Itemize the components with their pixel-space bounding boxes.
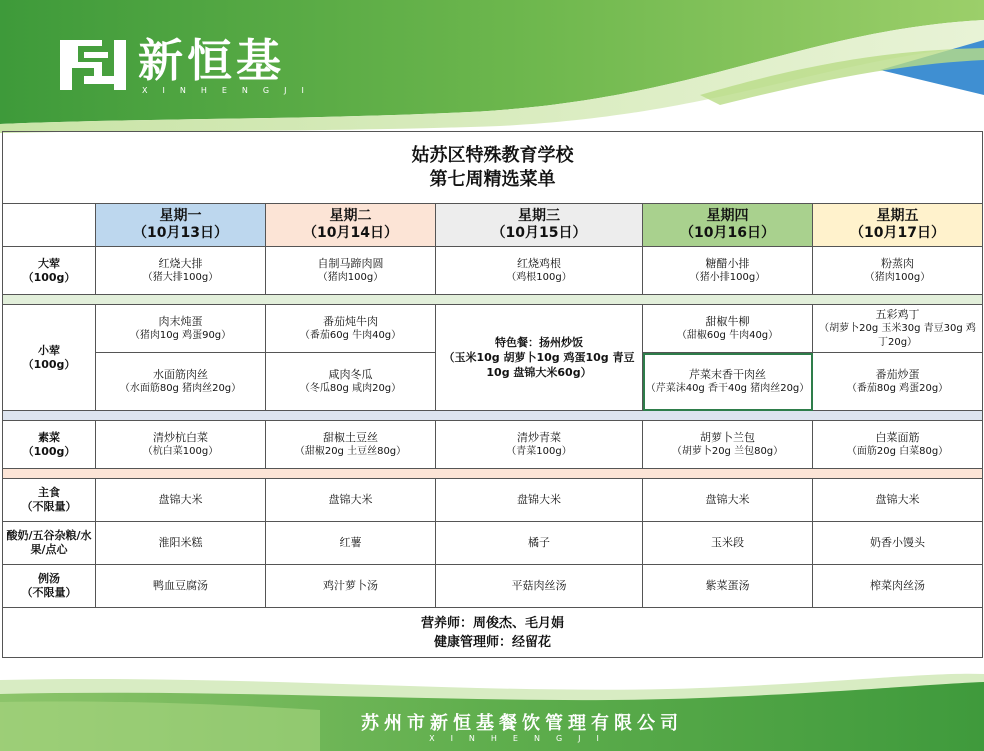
dish-cell: 橘子 xyxy=(436,522,643,565)
brand-logo xyxy=(58,36,319,95)
day-header-tue: 星期二 （10月14日） xyxy=(266,204,436,247)
dish-cell: 粉蒸肉 （猪肉100g） xyxy=(813,247,983,295)
day-header-wed: 星期三 （10月15日） xyxy=(436,204,643,247)
corner-cell xyxy=(3,204,96,247)
separator-row xyxy=(3,295,983,305)
school-name: 姑苏区特殊教育学校 xyxy=(411,144,574,166)
dish-cell: 清炒杭白菜 （杭白菜100g） xyxy=(96,421,266,469)
dish-cell: 玉米段 xyxy=(643,522,813,565)
dish-cell: 咸肉冬瓜 （冬瓜80g 咸肉20g） xyxy=(266,353,436,411)
signature-row xyxy=(3,608,983,658)
separator-row xyxy=(3,469,983,479)
big-meat-row xyxy=(3,247,983,295)
dish-cell: 清炒青菜 （青菜100g） xyxy=(436,421,643,469)
soup-row xyxy=(3,565,983,608)
dish-cell: 榨菜肉丝汤 xyxy=(813,565,983,608)
category-snack: 酸奶/五谷杂粮/水果/点心 xyxy=(3,522,96,565)
dish-cell: 自制马蹄肉圆 （猪肉100g） xyxy=(266,247,436,295)
company-name: 苏州市新恒基餐饮管理有限公司 xyxy=(361,713,683,734)
day-header-mon: 星期一 （10月13日） xyxy=(96,204,266,247)
veg-row xyxy=(3,421,983,469)
dish-cell: 鸭血豆腐汤 xyxy=(96,565,266,608)
company-name-en: XINHENGJI xyxy=(429,734,615,743)
dish-cell: 紫菜蛋汤 xyxy=(643,565,813,608)
dish-cell-selected[interactable]: 芹菜末香干肉丝 （芹菜沫40g 香干40g 猪肉丝20g） xyxy=(643,353,813,411)
separator-row xyxy=(3,411,983,421)
dish-cell: 盘锦大米 xyxy=(436,479,643,522)
day-header-fri: 星期五 （10月17日） xyxy=(813,204,983,247)
dish-cell: 糖醋小排 （猪小排100g） xyxy=(643,247,813,295)
health-manager-text: 健康管理师：经留花 xyxy=(434,634,552,650)
signatures xyxy=(3,608,983,658)
category-staple: 主食 （不限量） xyxy=(3,479,96,522)
menu-title xyxy=(3,132,983,204)
dish-cell: 鸡汁萝卜汤 xyxy=(266,565,436,608)
weekly-menu-table xyxy=(2,131,983,658)
dish-cell: 番茄炖牛肉 （番茄60g 牛肉40g） xyxy=(266,305,436,353)
dish-cell: 胡萝卜兰包 （胡萝卜20g 兰包80g） xyxy=(643,421,813,469)
brand-name-en: XINHENGJI xyxy=(142,86,319,95)
dish-cell: 甜椒土豆丝 （甜椒20g 土豆丝80g） xyxy=(266,421,436,469)
special-meal-cell: 特色餐：扬州炒饭 （玉米10g 胡萝卜10g 鸡蛋10g 青豆10g 盘锦大米60g） xyxy=(436,305,643,411)
category-big-meat: 大荤 （100g） xyxy=(3,247,96,295)
category-small-meat: 小荤 （100g） xyxy=(3,305,96,411)
dish-cell: 盘锦大米 xyxy=(96,479,266,522)
day-header-thu: 星期四 （10月16日） xyxy=(643,204,813,247)
staple-row xyxy=(3,479,983,522)
dish-cell: 五彩鸡丁 （胡萝卜20g 玉米30g 青豆30g 鸡丁20g） xyxy=(813,305,983,353)
dish-cell: 奶香小馒头 xyxy=(813,522,983,565)
title-row xyxy=(3,132,983,204)
day-header-row xyxy=(3,204,983,247)
week-title: 第七周精选菜单 xyxy=(429,168,556,190)
dish-cell: 红烧鸡根 （鸡根100g） xyxy=(436,247,643,295)
dish-cell: 红薯 xyxy=(266,522,436,565)
dish-cell: 淮阳米糕 xyxy=(96,522,266,565)
snack-row xyxy=(3,522,983,565)
dish-cell: 水面筋肉丝 （水面筋80g 猪肉丝20g） xyxy=(96,353,266,411)
dish-cell: 盘锦大米 xyxy=(266,479,436,522)
dish-cell: 肉末炖蛋 （猪肉10g 鸡蛋90g） xyxy=(96,305,266,353)
dish-cell: 盘锦大米 xyxy=(643,479,813,522)
dish-cell: 番茄炒蛋 （番茄80g 鸡蛋20g） xyxy=(813,353,983,411)
category-soup: 例汤 （不限量） xyxy=(3,565,96,608)
category-veg: 素菜 （100g） xyxy=(3,421,96,469)
dietitian-text: 营养师：周俊杰、毛月娟 xyxy=(421,615,565,631)
dish-cell: 平菇肉丝汤 xyxy=(436,565,643,608)
dish-cell: 盘锦大米 xyxy=(813,479,983,522)
logo-mark-icon xyxy=(58,36,128,94)
small-meat-row-a xyxy=(3,305,983,353)
dish-cell: 红烧大排 （猪大排100g） xyxy=(96,247,266,295)
dish-cell: 白菜面筋 （面筋20g 白菜80g） xyxy=(813,421,983,469)
brand-name-cn: 新恒基 xyxy=(138,34,286,87)
dish-cell: 甜椒牛柳 （甜椒60g 牛肉40g） xyxy=(643,305,813,353)
